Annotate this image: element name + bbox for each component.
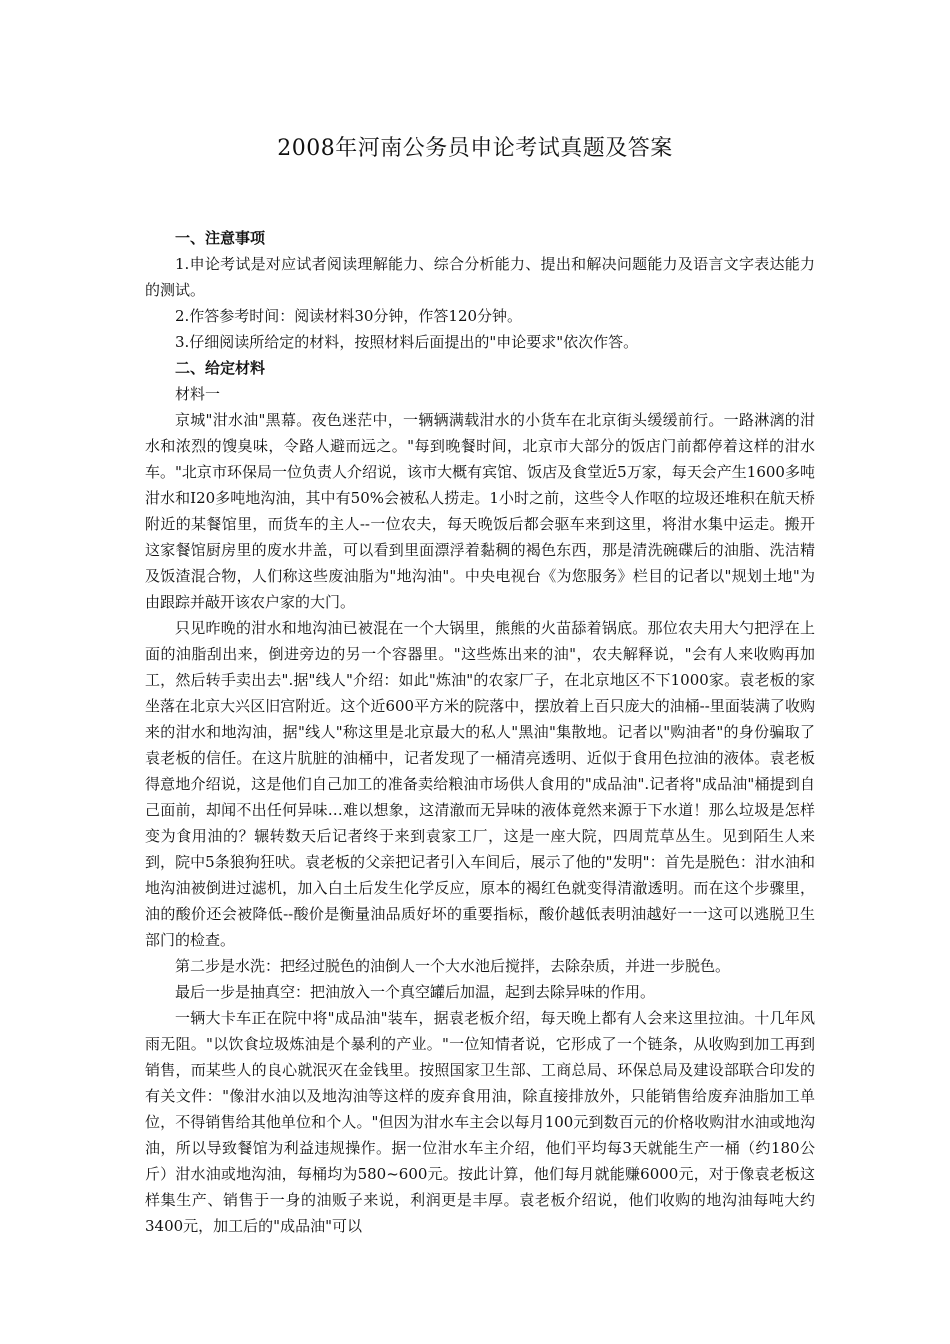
paragraph: 京城"泔水油"黑幕。夜色迷茫中，一辆辆满载泔水的小货车在北京街头缓缓前行。一路淋漓的泔水和浓烈的馊臭味，令路人避而远之。"每到晚餐时间，北京市大部分的饭店门前都停着这样的泔水车。"北京市环保局一位负责人介绍说，该市大概有宾馆、饭店及食堂近5万家，每天会产生1600多吨泔水和I20多吨地沟油，其中有50%会被私人捞走。1小时之前，这些令人作呕的垃圾还堆积在航天桥附近的某餐馆里，而货车的主人--一位农夫，每天晚饭后都会驱车来到这里，将泔水集中运走。搬开这家餐馆厨房里的废水井盖，可以看到里面漂浮着黏稠的褐色东西，那是清洗碗碟后的油脂、洗洁精及饭渣混合物，人们称这些废油脂为"地沟油"。中央电视台《为您服务》栏目的记者以"规划土地"为由跟踪并敲开该农户家的大门。 [145, 411, 815, 611]
paragraph: 只见昨晚的泔水和地沟油已被混在一个大锅里，熊熊的火苗舔着锅底。那位农夫用大勺把浮在上面的油脂刮出来，倒进旁边的另一个容器里。"这些炼出来的油"，农夫解释说，"会有人来收购再加工，然后转手卖出去".据"线人"介绍：如此"炼油"的农家厂子，在北京地区不下1000家。袁老板的家坐落在北京大兴区旧宫附近。这个近600平方米的院落中，摆放着上百只庞大的油桶--里面装满了收购来的泔水和地沟油，据"线人"称这里是北京最大的私人"黑油"集散地。记者以"购油者"的身份骗取了袁老板的信任。在这片肮脏的油桶中，记者发现了一桶清亮透明、近似于食用色拉油的液体。袁老板得意地介绍说，这是他们自己加工的准备卖给粮油市场供人食用的"成品油".记者将"成品油"桶提到自己面前，却闻不出任何异味…难以想象，这清澈而无异味的液体竟然来源于下水道！那么垃圾是怎样变为食用油的？辗转数天后记者终于来到袁家工厂，这是一座大院，四周荒草丛生。见到陌生人来到，院中5条狼狗狂吠。袁老板的父亲把记者引入车间后，展示了他的"发明"：首先是脱色：泔水油和地沟油被倒进过滤机，加入白土后发生化学反应，原本的褐红色就变得清澈透明。而在这个步骤里，油的酸价还会被降低--酸价是衡量油品质好坏的重要指标，酸价越低表明油越好一一这可以逃脱卫生部门的检查。 [145, 619, 815, 949]
document-title: 2008年河南公务员申论考试真题及答案 [277, 136, 673, 161]
paragraph: 一辆大卡车正在院中将"成品油"装车，据袁老板介绍，每天晚上都有人会来这里拉油。十几年风雨无阻。"以饮食垃圾炼油是个暴利的产业。"一位知情者说，它形成了一个链条，从收购到加工再到销售，而某些人的良心就泯灭在金钱里。按照国家卫生部、工商总局、环保总局及建设部联合印发的有关文件："像泔水油以及地沟油等这样的废弃食用油，除直接排放外，只能销售给废弃油脂加工单位，不得销售给其他单位和个人。"但因为泔水车主会以每月100元到数百元的价格收购泔水油或地沟油，所以导致餐馆为利益违规操作。据一位泔水车主介绍，他们平均每3天就能生产一桶（约180公斤）泔水油或地沟油，每桶均为580~600元。按此计算，他们每月就能赚6000元，对于像袁老板这样集生产、销售于一身的油贩子来说，利润更是丰厚。袁老板介绍说，他们收购的地沟油每吨大约3400元，加工后的"成品油"可以 [145, 1009, 815, 1235]
section-heading-notes: 一、注意事项 [175, 229, 266, 247]
section-heading-materials: 二、给定材料 [175, 359, 266, 377]
material-label: 材料一 [175, 385, 221, 403]
paragraph: 3.仔细阅读所给定的材料，按照材料后面提出的"申论要求"依次作答。 [175, 333, 639, 351]
paragraph: 最后一步是抽真空：把油放入一个真空罐后加温，起到去除异味的作用。 [175, 983, 656, 1001]
paragraph: 第二步是水洗：把经过脱色的油倒人一个大水池后搅拌，去除杂质，并进一步脱色。 [175, 957, 731, 975]
document-body [145, 225, 815, 1239]
paragraph: 2.作答参考时间：阅读材料30分钟，作答120分钟。 [175, 307, 523, 325]
paragraph: 1.申论考试是对应试者阅读理解能力、综合分析能力、提出和解决问题能力及语言文字表达能力的测试。 [145, 255, 815, 299]
